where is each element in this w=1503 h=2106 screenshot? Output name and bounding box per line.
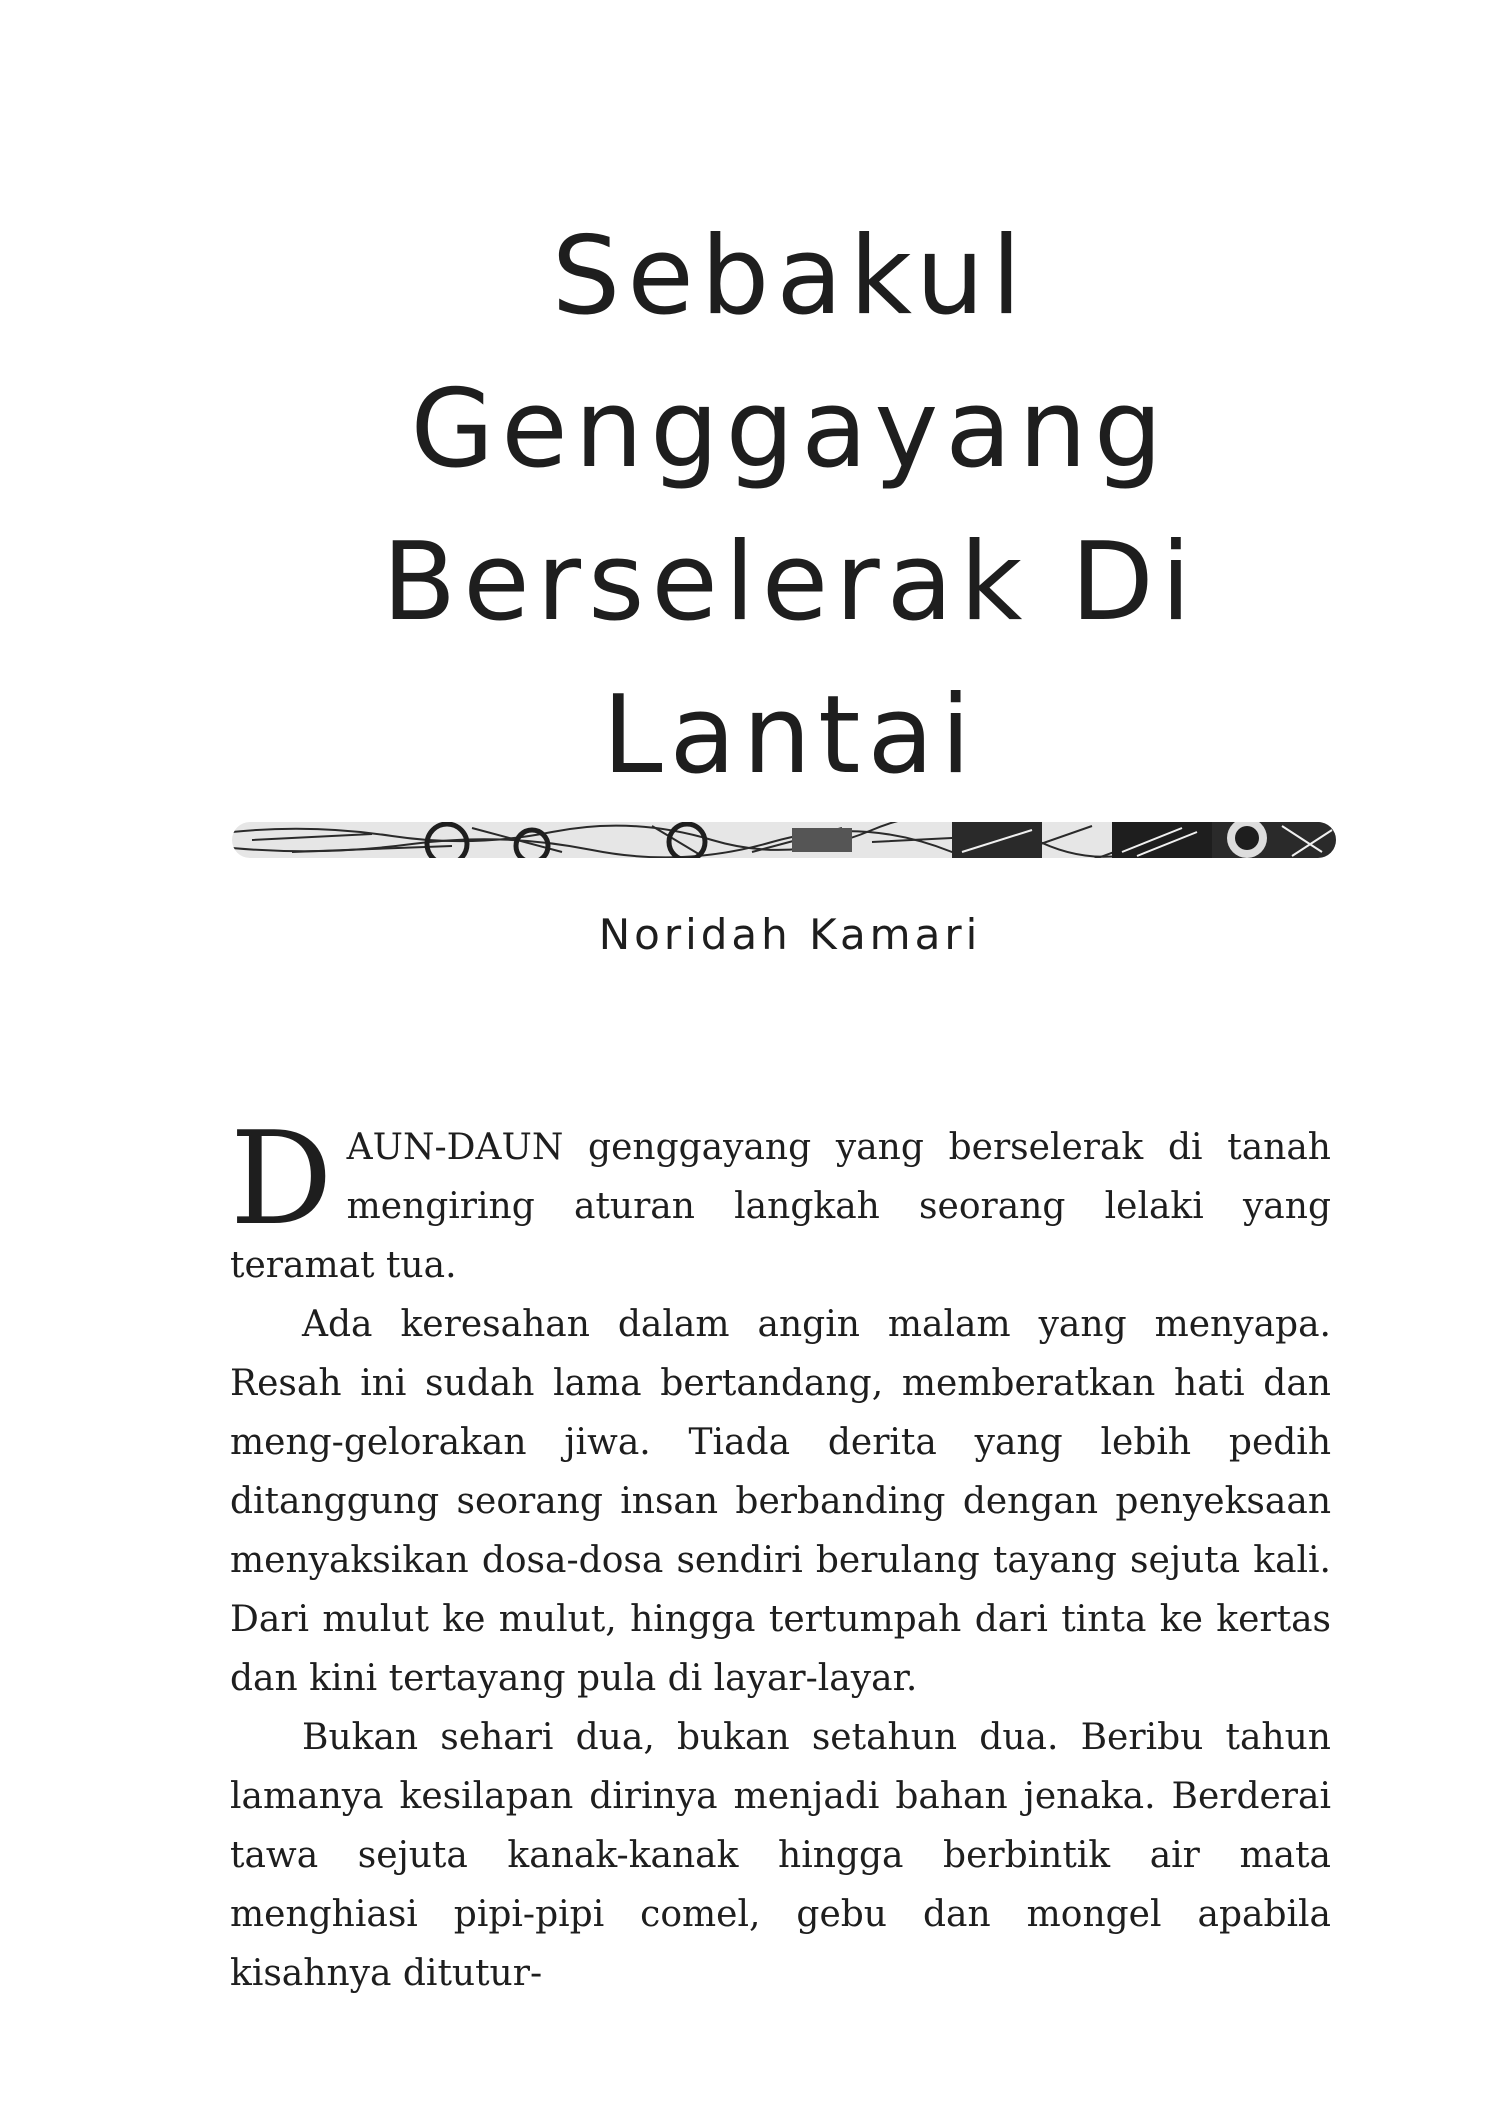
chapter-body — [230, 1105, 1331, 2003]
decorative-divider-image — [232, 822, 1336, 858]
paragraph: Bukan sehari dua, bukan setahun dua. Beribu tahun lamanya kesilapan dirinya menjadi bahan jenaka. Berderai tawa sejuta kanak-kanak hingga berbintik air mata menghiasi pipi-pipi comel, gebu dan mongel apabila kisahnya ditutur- — [230, 1717, 1331, 1994]
author-name: Noridah Kamari — [598, 910, 982, 959]
paragraph-text: AUN-DAUN genggayang yang berselerak di tanah mengiring aturan langkah seorang lelaki yang teramat tua. — [230, 1127, 1331, 1286]
chapter-title-line: Sebakul — [551, 214, 1029, 339]
paragraph: Ada keresahan dalam angin malam yang menyapa. Resah ini sudah lama bertandang, memberatkan hati dan meng-gelorakan jiwa. Tiada derita yang lebih pedih ditanggung seorang insan berbanding dengan penyeksaan menyaksikan dosa-dosa sendiri berulang tayang sejuta kali. Dari mulut ke mulut, hingga tertumpah dari tinta ke kertas dan kini tertayang pula di layar-layar. — [230, 1304, 1331, 1699]
chapter-title-line: Genggayang — [410, 367, 1170, 492]
drop-cap: D — [230, 1105, 333, 1254]
chapter-title — [250, 200, 1330, 812]
paragraph — [230, 1105, 1331, 1295]
chapter-title-line: Berselerak Di — [382, 520, 1198, 645]
chapter-title-line: Lantai — [602, 673, 978, 798]
